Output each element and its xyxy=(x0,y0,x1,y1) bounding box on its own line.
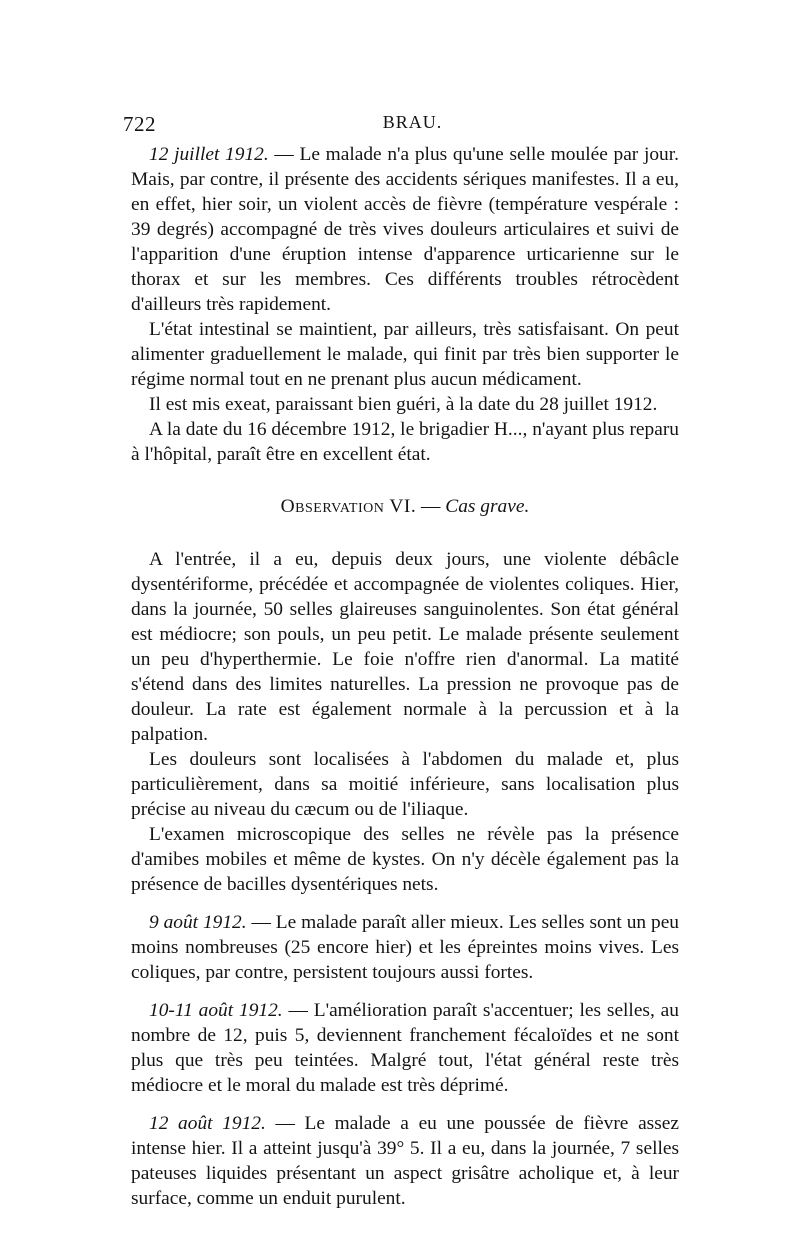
paragraph xyxy=(131,910,679,985)
paragraph xyxy=(131,417,679,467)
running-head: BRAU. xyxy=(382,112,443,132)
paragraph xyxy=(131,998,679,1098)
entry-date: 10-11 août 1912. xyxy=(149,1000,283,1021)
observation-dash: — xyxy=(416,496,446,517)
paragraph xyxy=(131,822,679,897)
paragraph xyxy=(131,142,679,317)
paragraph xyxy=(131,317,679,392)
entry-date: 9 août 1912. xyxy=(149,912,247,933)
paragraph-text: — Le malade a eu une poussée de fièvre assez intense hier. Il a atteint jusqu'à 39° 5. Il a eu, dans la journée, 7 selles pateuses liquides présentant un aspect grisâtre acholique et, à leur surface, comme un enduit purulent. xyxy=(131,1113,679,1209)
entry-date: 12 août 1912. xyxy=(149,1113,266,1134)
paragraph-text: — Le malade paraît aller mieux. Les selles sont un peu moins nombreuses (25 encore hier) et les épreintes moins vives. Les coliques, par contre, persistent toujours aussi fortes. xyxy=(131,912,680,983)
paragraph-text: L'examen microscopique des selles ne révèle pas la présence d'amibes mobiles et même de kystes. On n'y décèle également pas la présence de bacilles dysentériques nets. xyxy=(131,824,679,895)
observation-subtitle: Cas grave. xyxy=(445,496,530,517)
paragraph-text: Les douleurs sont localisées à l'abdomen du malade et, plus particulièrement, dans sa moitié inférieure, sans localisation plus précise au niveau du cæcum ou de l'iliaque. xyxy=(131,749,679,820)
paragraph-text: L'état intestinal se maintient, par ailleurs, très satisfaisant. On peut alimenter graduellement le malade, qui finit par très bien supporter le régime normal tout en ne prenant plus aucun médicament. xyxy=(131,319,679,390)
paragraph-text: A l'entrée, il a eu, depuis deux jours, une violente débâcle dysentériforme, précédée et accompagnée de violentes coliques. Hier, dans la journée, 50 selles glaireuses sanguinolentes. Son état général est médiocre; son pouls, un peu petit. Le malade présente seulement un peu d'hyperthermie. Le foie n'offre rien d'anormal. La matité s'étend dans des limites naturelles. La pression ne provoque pas de douleur. La rate est également normale à la percussion et à la palpation. xyxy=(131,549,679,745)
entry-date: 12 juillet 1912. xyxy=(149,144,269,165)
paragraph xyxy=(131,392,679,417)
paragraph-text: Il est mis exeat, paraissant bien guéri, à la date du 28 juillet 1912. xyxy=(149,394,658,415)
paragraph xyxy=(131,747,679,822)
page-header xyxy=(123,112,672,140)
observation-heading xyxy=(131,494,679,519)
paragraph-text: — L'amélioration paraît s'accentuer; les selles, au nombre de 12, puis 5, deviennent franchement fécaloïdes et ne sont plus que très peu teintées. Malgré tout, l'état général reste très médiocre et le moral du malade est très déprimé. xyxy=(131,1000,679,1096)
paragraph xyxy=(131,547,679,747)
page-body xyxy=(131,142,679,1211)
paragraph-text: A la date du 16 décembre 1912, le brigadier H..., n'ayant plus reparu à l'hôpital, paraît être en excellent état. xyxy=(131,419,679,465)
paragraph xyxy=(131,1111,679,1211)
paragraph-text: — Le malade n'a plus qu'une selle moulée par jour. Mais, par contre, il présente des accidents sériques manifestes. Il a eu, en effet, hier soir, un violent accès de fièvre (température vespérale : 39 degrés) accompagné de très vives douleurs articulaires et suivi de l'apparition d'une éruption intense d'apparence urticarienne sur le thorax et sur les membres. Ces différents troubles rétrocèdent d'ailleurs très rapidement. xyxy=(131,144,679,315)
page-number: 722 xyxy=(123,112,156,136)
observation-label: Observation VI. xyxy=(280,496,417,517)
